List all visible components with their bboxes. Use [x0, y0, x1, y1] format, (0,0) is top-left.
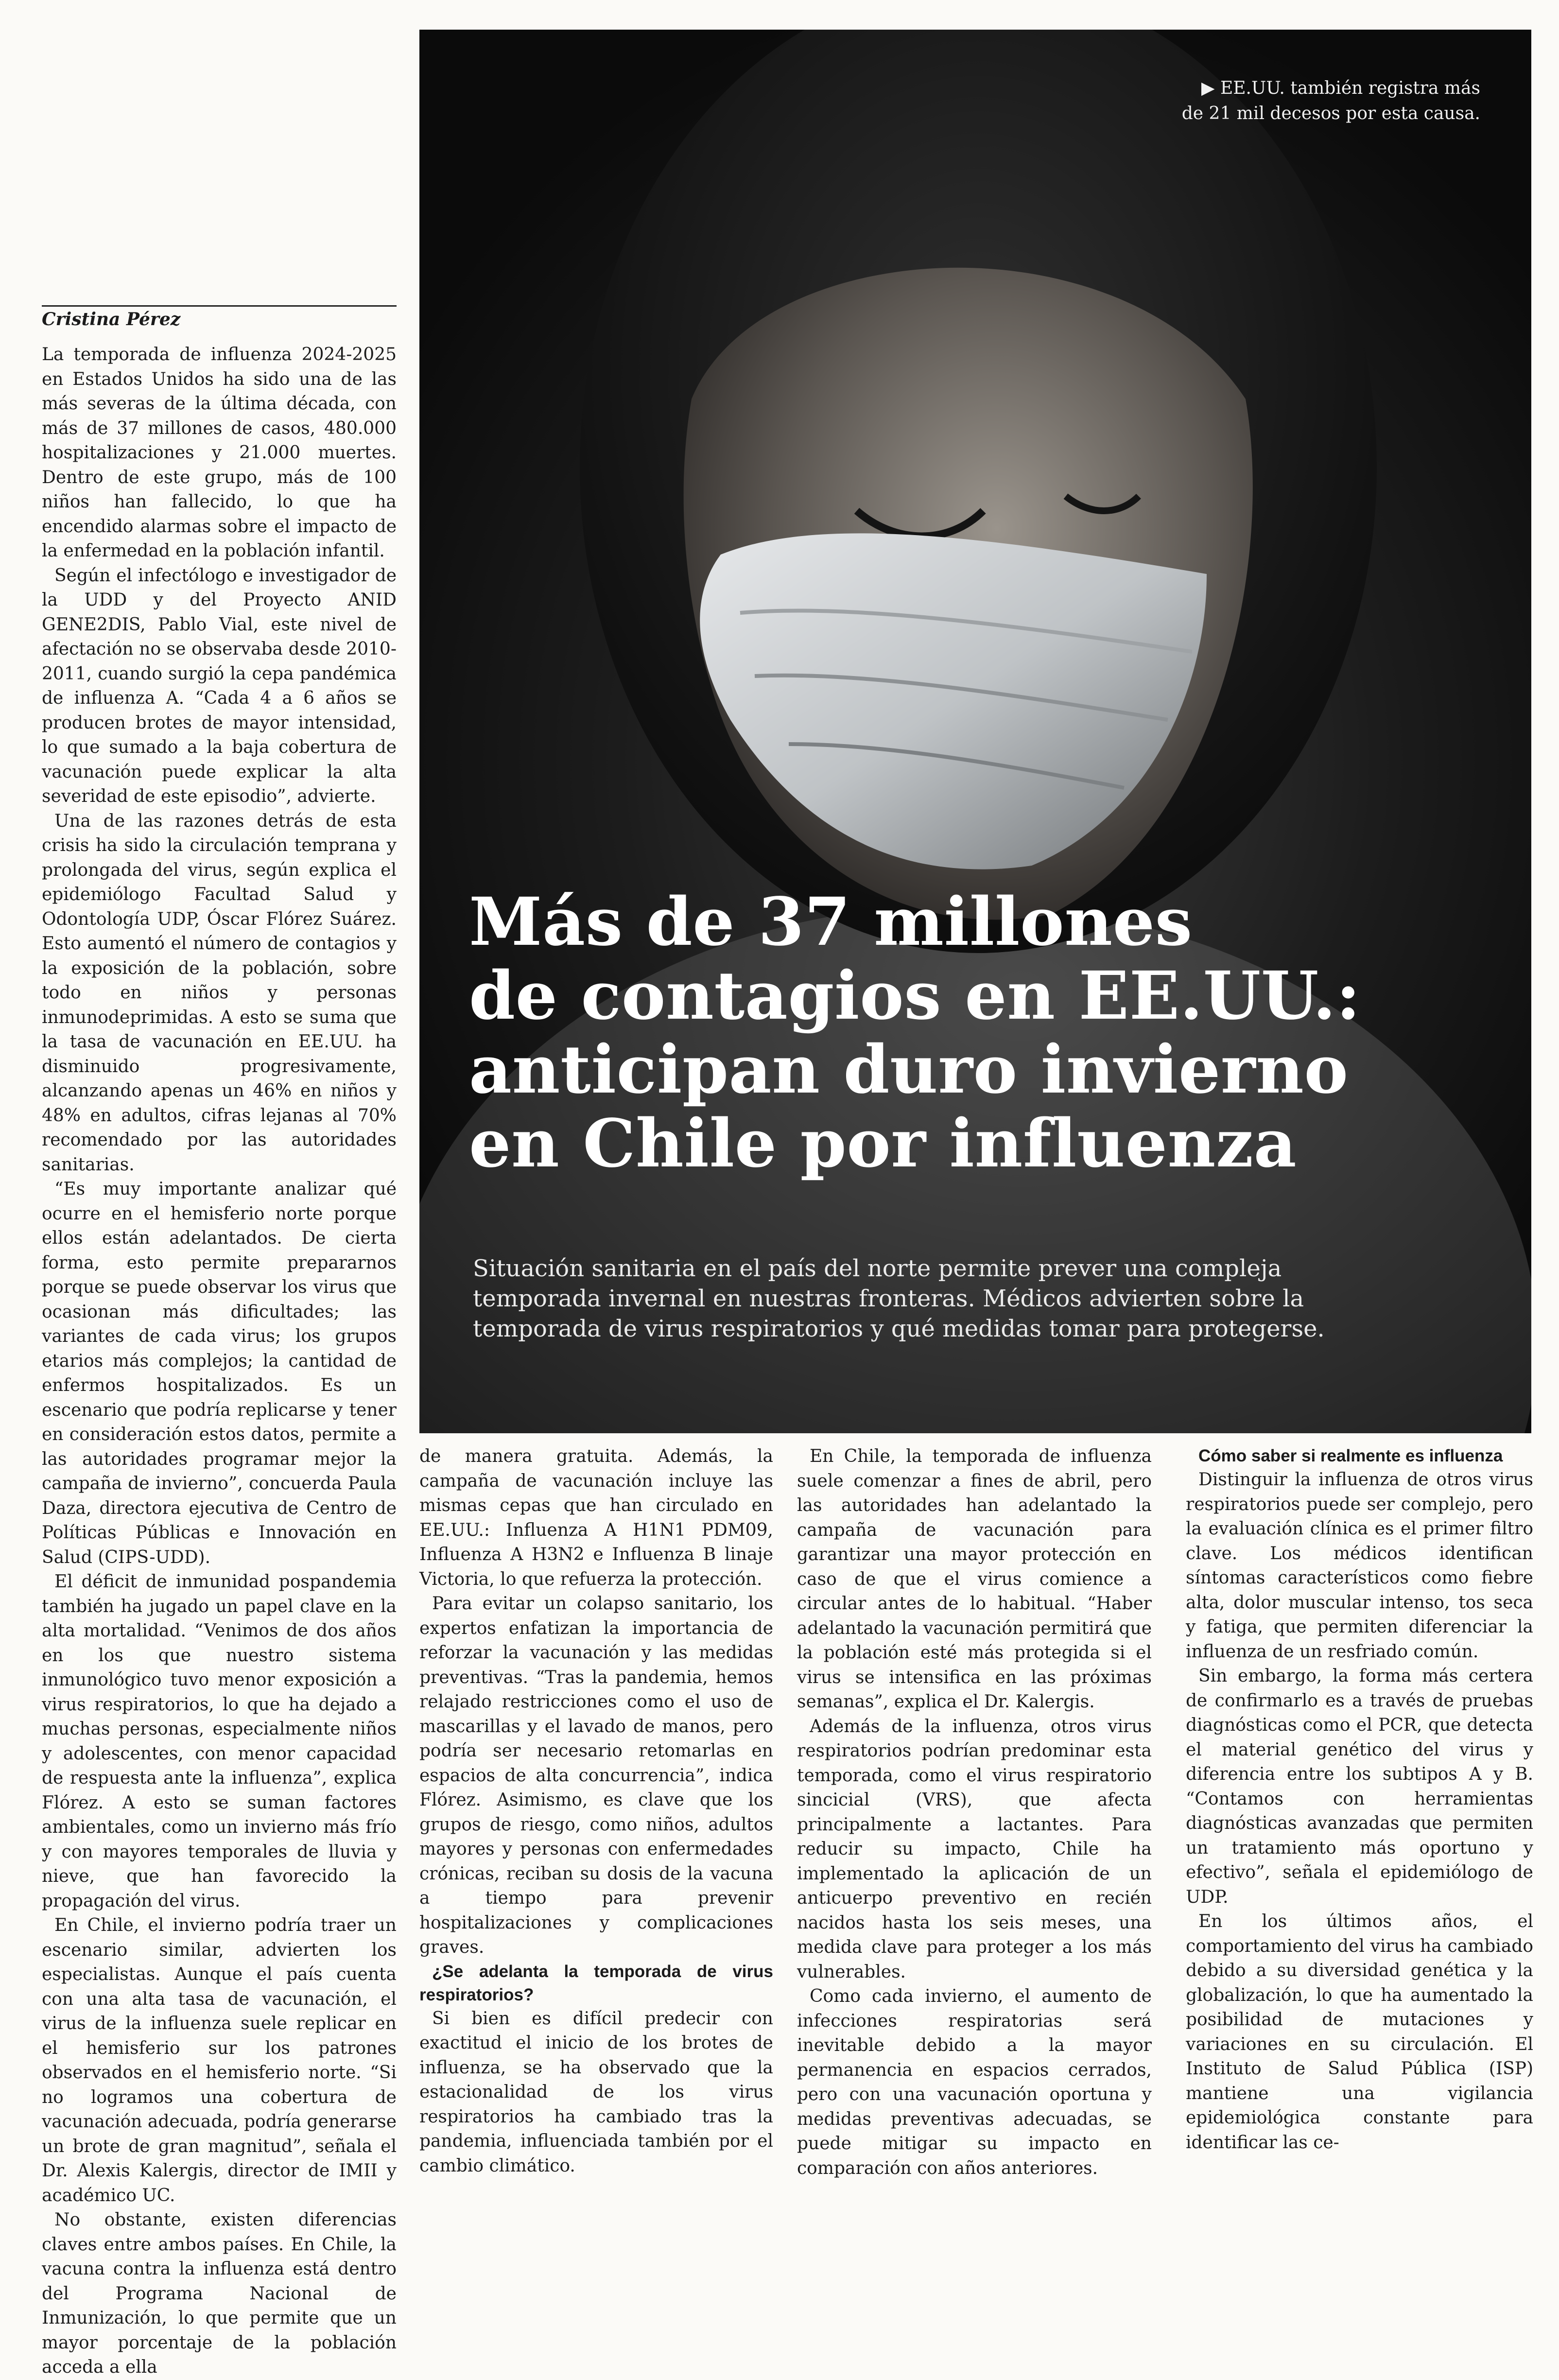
paragraph: “Es muy importante analizar qué ocurre en el hemisferio norte porque ellos están adelantados. De cierta forma, esto permite prepararnos porque se puede observar los virus que ocasionan más dificultades; las variantes de cada virus; los grupos etarios más complejos; la cantidad de enfermos hospitalizados. Es un escenario que podría replicarse y tener en consideración estos datos, permite a las autoridades programar mejor la campaña de invierno”, concuerda Paula Daza, directora ejecutiva de Centro de Políticas Públicas e Innovación en Salud (CIPS-UDD). [42, 1179, 397, 1567]
paragraph: Además de la influenza, otros virus respiratorios podrían predominar esta temporada, como el virus respiratorio sincicial (VRS), que afecta principalmente a lactantes. Para reducir su impacto, Chile ha implementado la aplicación de un anticuerpo preventivo en recién nacidos hasta los seis meses, una medida clave para proteger a los más vulnerables. [797, 1716, 1152, 1982]
paragraph: En Chile, la temporada de influenza suele comenzar a fines de abril, pero las autoridades han adelantado la campaña de vacunación para garantizar una mayor protección en caso de que el virus comience a circular antes de lo habitual. “Haber adelantado la vacunación permitirá que la población esté más protegida si el virus se intensifica en las próximas semanas”, explica el Dr. Kalergis. [797, 1446, 1152, 1712]
headline-line: Más de 37 millones [469, 883, 1193, 961]
article-column-2 [419, 1444, 773, 2178]
section-subhead: ¿Se adelanta la temporada de virus respiratorios? [419, 1962, 773, 2004]
paragraph: La temporada de influenza 2024-2025 en Estados Unidos ha sido una de las más severas de la última década, con más de 37 millones de casos, 480.000 hospitalizaciones y 21.000 muertes. Dentro de este grupo, más de 100 niños han fallecido, lo que ha encendido alarmas sobre el impacto de la enfermedad en la población infantil. [42, 345, 397, 561]
byline-rule [42, 305, 397, 307]
photo-illustration [419, 30, 1531, 1433]
paragraph: Distinguir la influenza de otros virus respiratorios puede ser complejo, pero la evaluación clínica es el primer filtro clave. Los médicos identifican síntomas característicos como fiebre alta, dolor muscular intenso, tos seca y fatiga, que permiten diferenciar la influenza de un resfriado común. [1186, 1470, 1533, 1662]
headline [469, 885, 1392, 1181]
paragraph: Una de las razones detrás de esta crisis ha sido la circulación temprana y prolongada del virus, según explica el epidemiólogo Facultad Salud y Odontología UDP, Óscar Flórez Suárez. Esto aumentó el número de contagios y la exposición de la población, sobre todo en niños y personas inmunodeprimidas. A esto se suma que la tasa de vacunación en EE.UU. ha disminuido progresivamente, alcanzando apenas un 46% en niños y 48% en adultos, cifras lejanas al 70% recomendado por las autoridades sanitarias. [42, 811, 397, 1175]
photo-caption: ▶ EE.UU. también registra más de 21 mil decesos por esta causa. [1181, 78, 1480, 123]
paragraph: En Chile, el invierno podría traer un escenario similar, advierten los especialistas. Aunque el país cuenta con una alta tasa de vacunación, el virus de la influenza suele replicar en el hemisferio sur los patrones observados en el hemisferio norte. “Si no logramos una cobertura de vacunación adecuada, podría generarse un brote de gran magnitud”, señala el Dr. Alexis Kalergis, director de IMII y académico UC. [42, 1915, 397, 2206]
article-column-3 [797, 1444, 1152, 2181]
paragraph: No obstante, existen diferencias claves entre ambos países. En Chile, la vacuna contra la influenza está dentro del Programa Nacional de Inmunización, lo que permite que un mayor porcentaje de la población acceda a ella [42, 2210, 397, 2377]
paragraph: Si bien es difícil predecir con exactitud el inicio de los brotes de influenza, se ha observado que la estacionalidad de los virus respiratorios ha cambiado tras la pandemia, influenciada también por el cambio climático. [419, 2008, 773, 2176]
section-subhead: Cómo saber si realmente es influenza [1198, 1446, 1503, 1465]
paragraph: Según el infectólogo e investigador de la UDD y del Proyecto ANID GENE2DIS, Pablo Vial, este nivel de afectación no se observaba desde 2010-2011, cuando surgió la cepa pandémica de influenza A. “Cada 4 a 6 años se producen brotes de mayor intensidad, lo que sumado a la baja cobertura de vacunación puede explicar la alta severidad de este episodio”, advierte. [42, 565, 397, 806]
byline: Cristina Pérez [42, 309, 181, 330]
headline-line: en Chile por influenza [469, 1105, 1297, 1182]
deck-summary: Situación sanitaria en el país del norte permite prever una compleja temporada invernal en nuestras fronteras. Médicos advierten sobre la temporada de virus respiratorios y qué medidas tomar para protegerse. [473, 1255, 1325, 1342]
paragraph: Para evitar un colapso sanitario, los expertos enfatizan la importancia de reforzar la vacunación y las medidas preventivas. “Tras la pandemia, hemos relajado restricciones como el uso de mascarillas y el lavado de manos, pero podría ser necesario retomarlas en espacios de alta concurrencia”, indica Flórez. Asimismo, es clave que los grupos de riesgo, como niños, adultos mayores y personas con enfermedades crónicas, reciban su dosis de la vacuna a tiempo para prevenir hospitalizaciones y complicaciones graves. [419, 1594, 773, 1957]
headline-line: anticipan duro invierno [469, 1031, 1349, 1109]
article-column-1 [42, 343, 397, 2380]
hero-photo [419, 30, 1531, 1433]
article-column-4 [1186, 1444, 1533, 2155]
paragraph: El déficit de inmunidad pospandemia también ha jugado un papel clave en la alta mortalidad. “Venimos de dos años en los que nuestro sistema inmunológico tuvo menor exposición a virus respiratorios, lo que ha dejado a muchas personas, especialmente niños y adolescentes, con menor capacidad de respuesta ante la influenza”, explica Flórez. A esto se suman factores ambientales, como un invierno más frío y con mayores temporales de lluvia y nieve, que han favorecido la propagación del virus. [42, 1572, 397, 1911]
paragraph: de manera gratuita. Además, la campaña de vacunación incluye las mismas cepas que han circulado en EE.UU.: Influenza A H1N1 PDM09, Influenza A H3N2 e Influenza B linaje Victoria, lo que refuerza la protección. [419, 1446, 773, 1589]
paragraph: Sin embargo, la forma más certera de confirmarlo es a través de pruebas diagnósticas como el PCR, que detecta el material genético del virus y diferencia entre los subtipos A y B. “Contamos con herramientas diagnósticas avanzadas que permiten un tratamiento más oportuno y efectivo”, señala el epidemiólogo de UDP. [1186, 1666, 1533, 1907]
paragraph: Como cada invierno, el aumento de infecciones respiratorias será inevitable debido a la mayor permanencia en espacios cerrados, pero con una vacunación oportuna y medidas preventivas adecuadas, se puede mitigar su impacto en comparación con años anteriores. [797, 1986, 1152, 2178]
paragraph: En los últimos años, el comportamiento del virus ha cambiado debido a su diversidad genética y la globalización, lo que ha aumentado la posibilidad de mutaciones y variaciones en su circulación. El Instituto de Salud Pública (ISP) mantiene una vigilancia epidemiológica constante para identificar las ce- [1186, 1911, 1533, 2153]
headline-line: de contagios en EE.UU.: [469, 957, 1361, 1035]
